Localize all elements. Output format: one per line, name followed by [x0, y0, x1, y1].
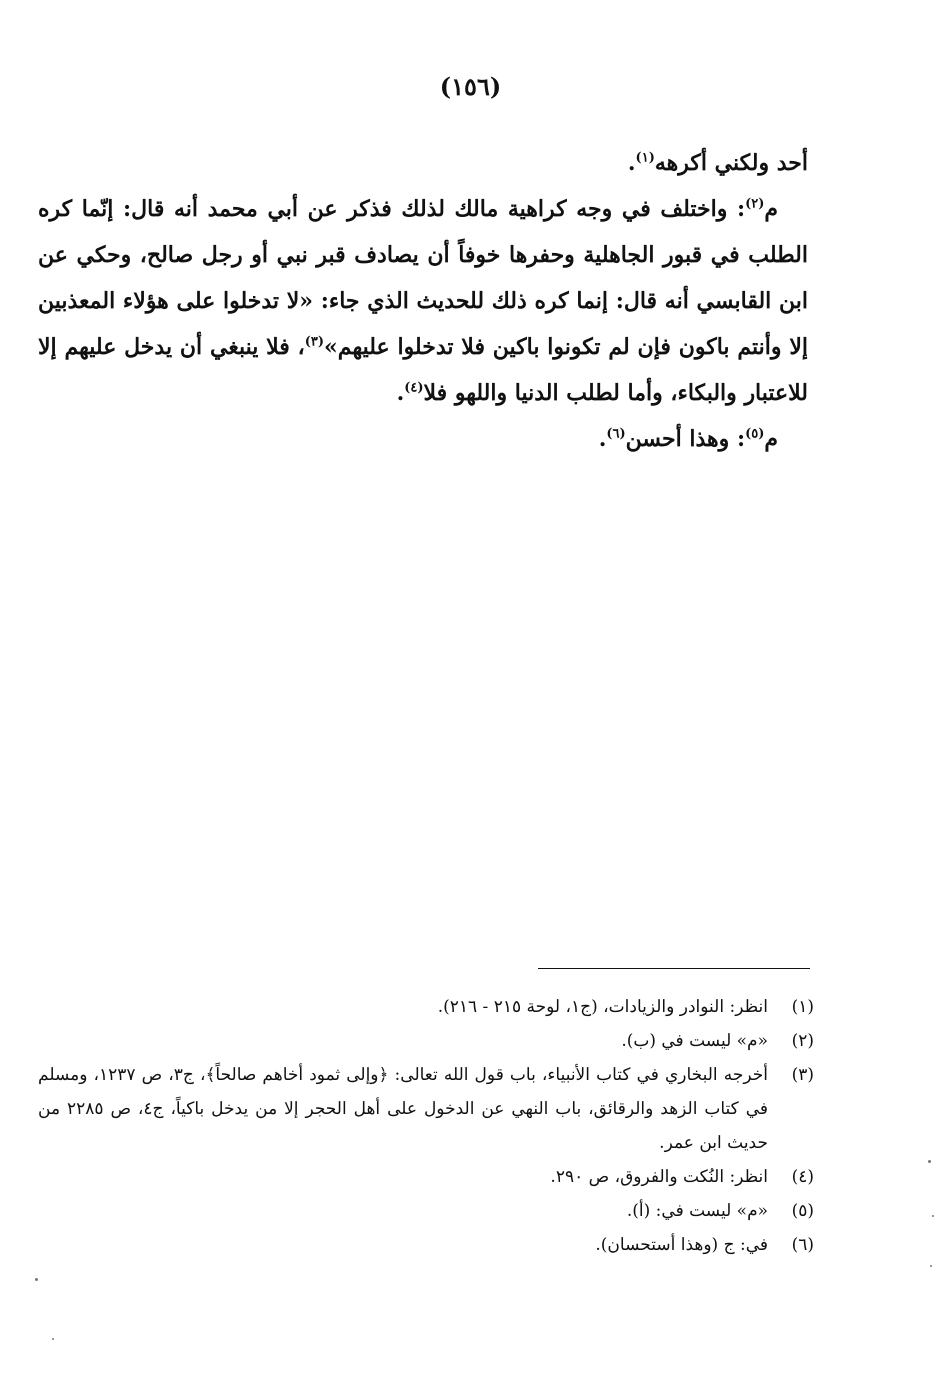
footnote-3 — [38, 1058, 814, 1160]
main-text — [38, 140, 808, 462]
footnote-text: انظر: النوادر والزيادات، (ج١، لوحة ٢١٥ - ٢١٦). — [437, 997, 768, 1017]
paragraph-3 — [38, 416, 808, 462]
footnote-number: (٤) — [791, 1167, 814, 1187]
footnote-ref-6: (٦) — [606, 426, 626, 442]
scan-speck — [52, 1338, 54, 1340]
footnote-ref-3: (٣) — [304, 334, 325, 350]
footnote-number: (٣) — [791, 1065, 814, 1085]
footnote-text: «م» ليست في: (أ). — [626, 1201, 768, 1221]
paragraph-2 — [38, 186, 808, 416]
paragraph-1 — [38, 140, 808, 186]
paragraph-1-text: أحد ولكني أكرهه — [654, 150, 808, 176]
scan-speck — [930, 1265, 932, 1267]
paragraph-2-text-b: ، فلا ينبغي أن يدخل عليهم إلا للاعتبار والبكاء، وأما لطلب الدنيا واللهو فلا — [38, 334, 808, 406]
paragraph-3-end: . — [598, 426, 607, 452]
scan-speck — [932, 1215, 934, 1217]
footnote-ref-2: (٢) — [745, 196, 765, 212]
scan-speck — [928, 1160, 931, 1163]
footnote-number: (٢) — [791, 1031, 814, 1051]
footnote-text: أخرجه البخاري في كتاب الأنبياء، باب قول الله تعالى: ﴿وإلى ثمود أخاهم صالحاً﴾، ج٣، ص ١٢٣٧، ومسلم في كتاب الزهد والرقائق، باب النهي عن الدخول على أهل الحجر إلا من يدخل باكياً، ج٤، ص ٢٢٨٥ من حديث ابن عمر. — [38, 1065, 768, 1153]
footnote-ref-4: (٤) — [404, 380, 424, 396]
footnote-5 — [38, 1194, 814, 1228]
footnote-6 — [38, 1228, 814, 1262]
page-number: (١٥٦) — [439, 72, 502, 101]
footnote-separator — [538, 968, 810, 969]
footnote-text: في: ج (وهذا أستحسان). — [595, 1235, 768, 1255]
paragraph-3-text: : وهذا أحسن — [625, 426, 746, 452]
footnote-text: انظر: النُكت والفروق، ص ٢٩٠. — [550, 1167, 768, 1187]
paragraph-3-lead: م — [764, 426, 778, 452]
footnote-2 — [38, 1024, 814, 1058]
footnote-text: «م» ليست في (ب). — [621, 1031, 768, 1051]
scan-speck — [35, 1278, 38, 1281]
footnote-number: (٥) — [791, 1201, 814, 1221]
paragraph-1-end: . — [627, 150, 636, 176]
footnote-ref-1: (١) — [635, 150, 655, 166]
paragraph-2-lead: م — [764, 196, 778, 222]
paragraph-2-text-a: : واختلف في وجه كراهية مالك لذلك فذكر عن أبي محمد أنه قال: إنّما كره الطلب في قبور الجاهلية وحفرها خوفاً أن يصادف قبر نبي أو رجل صالح، وحكي عن ابن القابسي أنه قال: إنما كره ذلك للحديث الذي جاء: «لا تدخلوا على هؤلاء المعذبين إلا وأنتم باكون فإن لم تكونوا باكين فلا تدخلوا عليهم» — [38, 196, 808, 360]
footnotes — [38, 990, 814, 1262]
footnote-ref-5: (٥) — [745, 426, 765, 442]
footnote-number: (١) — [791, 997, 814, 1017]
paragraph-2-end: . — [396, 380, 405, 406]
footnote-1 — [38, 990, 814, 1024]
footnote-number: (٦) — [791, 1235, 814, 1255]
footnote-4 — [38, 1160, 814, 1194]
